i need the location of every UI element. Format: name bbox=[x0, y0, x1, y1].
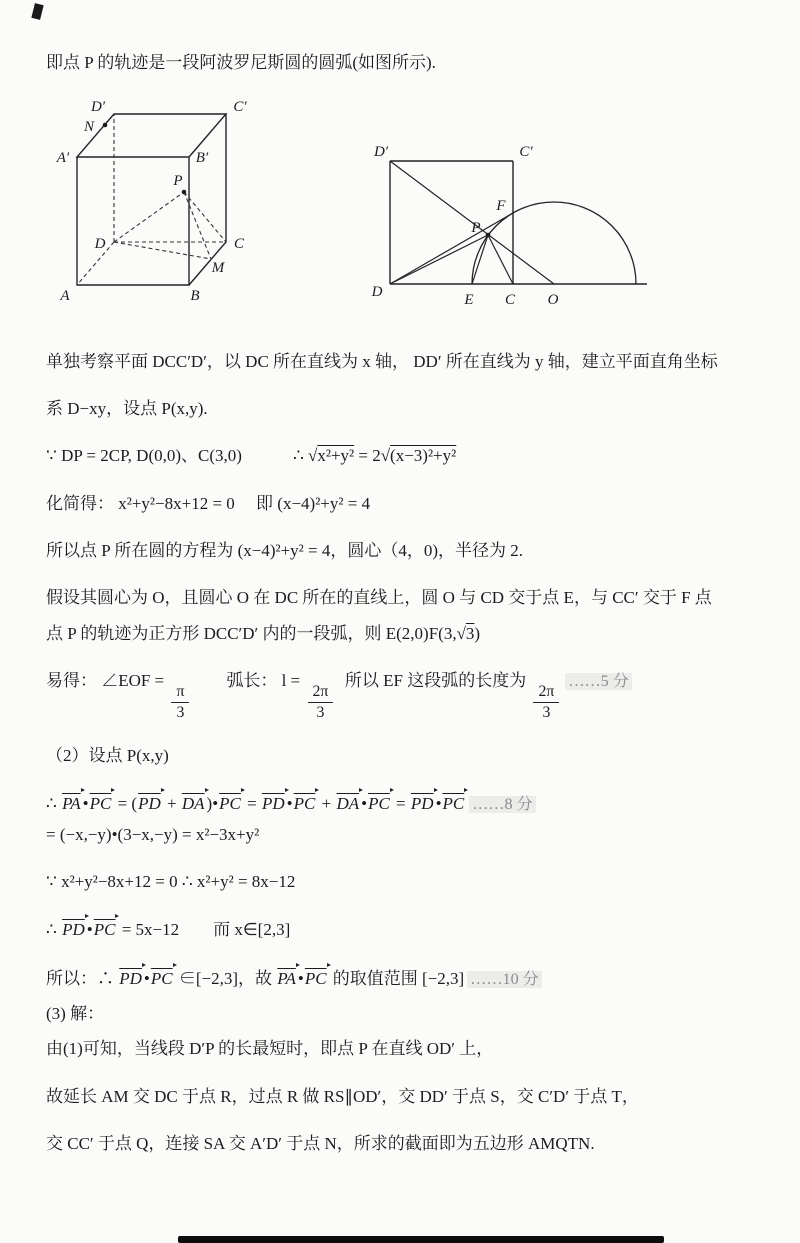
vector-DA: $\overline{DA}$ bbox=[181, 790, 207, 817]
vector-PC: $\overline{PC}$ bbox=[367, 790, 392, 817]
vector-PD: $\overline{PD}$ bbox=[410, 790, 436, 817]
text-run: • bbox=[286, 794, 293, 814]
cube-label-Dprime: D′ bbox=[90, 99, 106, 115]
text-run: ∴ bbox=[46, 920, 62, 940]
plane-label-D: D bbox=[371, 283, 383, 300]
text-run: • bbox=[86, 920, 93, 940]
text-run: + bbox=[317, 794, 336, 814]
radicand: 3 bbox=[465, 623, 475, 643]
cube-label-D: D bbox=[94, 235, 106, 252]
vector-PD: $\overline{PD}$ bbox=[261, 790, 287, 817]
solution-line-range-conclusion bbox=[46, 965, 756, 992]
vector-PC: $\overline{PC}$ bbox=[150, 965, 175, 992]
fraction bbox=[533, 683, 559, 722]
radicand: x²+y² bbox=[317, 446, 355, 466]
text-run: 化简得： x²+y²−8x+12 = 0 即 (x−4)²+y² = 4 bbox=[46, 493, 371, 513]
plane-figure bbox=[365, 134, 675, 314]
solution-line-setup-1 bbox=[46, 349, 756, 375]
vector-PD: $\overline{PD}$ bbox=[61, 916, 87, 943]
solution-line-simplify bbox=[46, 491, 756, 517]
text-run: 的取值范围 [−2,3] bbox=[328, 968, 465, 988]
text-run: ∈[−2,3]，故 bbox=[174, 968, 277, 988]
cube-label-Bprime: B′ bbox=[195, 149, 209, 166]
solution-line-substitute bbox=[46, 869, 756, 895]
plane-point-P bbox=[486, 232, 491, 237]
vector-PC: $\overline{PC}$ bbox=[218, 790, 243, 817]
text-run: 所以：∴ bbox=[46, 968, 119, 988]
text-run: • bbox=[297, 968, 304, 988]
text-run: 单独考察平面 DCC′D′，以 DC 所在直线为 x 轴， DD′ 所在直线为 y 轴，建立平面直角坐标 bbox=[46, 351, 718, 371]
vector-PD: $\overline{PD}$ bbox=[137, 790, 163, 817]
solution-line-apollonius-condition bbox=[46, 443, 756, 469]
cube-label-P: P bbox=[173, 172, 183, 189]
text-run: ∴ √ bbox=[241, 446, 318, 466]
text-run: + bbox=[162, 794, 181, 814]
vector-PC: $\overline{PC}$ bbox=[293, 790, 318, 817]
solution-line-dot-linear bbox=[46, 916, 756, 943]
scan-artifact-corner bbox=[31, 3, 43, 20]
fraction bbox=[171, 683, 189, 722]
fraction-denominator: 3 bbox=[176, 703, 185, 721]
solution-line-part3-line3 bbox=[46, 1131, 756, 1157]
solution-line-dot-expansion bbox=[46, 790, 756, 817]
plane-label-O: O bbox=[547, 291, 559, 308]
vector-PC: $\overline{PC}$ bbox=[304, 965, 329, 992]
fraction bbox=[308, 683, 334, 722]
plane-label-C: C bbox=[504, 291, 516, 308]
vector-PC: $\overline{PC}$ bbox=[442, 790, 467, 817]
vector-PC: $\overline{PC}$ bbox=[89, 790, 114, 817]
text-run: 易得： ∠EOF = bbox=[46, 670, 169, 690]
solution-line-arc-endpoints bbox=[46, 621, 756, 647]
fraction-denominator: 3 bbox=[542, 703, 551, 721]
solution-line-part3-line1 bbox=[46, 1036, 756, 1062]
text-run: ∵ x²+y²−8x+12 = 0 ∴ x²+y² = 8x−12 bbox=[46, 872, 296, 892]
cube-point-P bbox=[182, 189, 187, 194]
solution-line-part3-line2 bbox=[46, 1084, 756, 1110]
solution-line-center-setup bbox=[46, 585, 756, 611]
solution-line-part2-setup bbox=[46, 743, 756, 769]
text-run: 点 P 的轨迹为正方形 DCC′D′ 内的一段弧，则 E(2,0)F(3,√ bbox=[46, 623, 466, 643]
text-run: = 2√ bbox=[354, 446, 391, 466]
fraction-numerator: 2π bbox=[533, 683, 559, 703]
fraction-denominator: 3 bbox=[316, 703, 325, 721]
fraction-numerator: π bbox=[171, 683, 189, 703]
text-run: = bbox=[391, 794, 410, 814]
text-run: 由(1)可知，当线段 D′P 的长最短时，即点 P 在直线 OD′ 上， bbox=[46, 1039, 494, 1059]
cube-label-B: B bbox=[190, 287, 200, 304]
plane-label-E: E bbox=[464, 291, 474, 308]
plane-figure-wrap bbox=[365, 134, 675, 319]
text-run: (3) 解： bbox=[46, 1004, 105, 1024]
cube-label-Cprime: C′ bbox=[233, 99, 247, 115]
plane-label-P: P bbox=[471, 219, 481, 236]
vector-DA: $\overline{DA}$ bbox=[335, 790, 361, 817]
figure-row bbox=[52, 100, 756, 319]
text-run: = (−x,−y)•(3−x,−y) = x²−3x+y² bbox=[46, 824, 260, 844]
score-mark: ……8 分 bbox=[469, 796, 536, 813]
intro-text: 即点 P 的轨迹是一段阿波罗尼斯圆的圆弧(如图所示). bbox=[46, 53, 436, 72]
cube-label-A: A bbox=[60, 287, 70, 304]
text-run: 所以 EF 这段弧的长度为 bbox=[336, 670, 531, 690]
vector-PD: $\overline{PD}$ bbox=[118, 965, 144, 992]
solution-line-circle-equation bbox=[46, 538, 756, 564]
solution-body bbox=[46, 349, 756, 1158]
score-mark: ……5 分 bbox=[565, 673, 632, 690]
text-run: 假设其圆心为 O，且圆心 O 在 DC 所在的直线上，圆 O 与 CD 交于点 E，与 CC′ 交于 F 点 bbox=[46, 588, 712, 608]
text-run: )• bbox=[206, 794, 219, 814]
text-run: • bbox=[143, 968, 150, 988]
vector-PC: $\overline{PC}$ bbox=[93, 916, 118, 943]
text-run: • bbox=[82, 794, 89, 814]
plane-label-Cprime: C′ bbox=[519, 143, 533, 160]
solution-line-part3-header bbox=[46, 1001, 756, 1027]
text-run: = ( bbox=[113, 794, 138, 814]
scan-artifact-bottom bbox=[178, 1236, 664, 1243]
apollonius-arc bbox=[472, 202, 636, 284]
text-run: ∴ bbox=[46, 794, 62, 814]
cube-label-Aprime: A′ bbox=[56, 149, 70, 166]
cube-figure bbox=[52, 100, 257, 308]
cube-label-M: M bbox=[211, 259, 225, 276]
text-run: ∵ DP = 2CP, D(0,0)、C(3,0) bbox=[46, 446, 242, 466]
fraction-numerator: 2π bbox=[308, 683, 334, 703]
plane-label-F: F bbox=[496, 197, 506, 214]
text-run: 弧长： l = bbox=[192, 670, 305, 690]
text-run: = bbox=[242, 794, 261, 814]
vector-PA: $\overline{PA}$ bbox=[276, 965, 298, 992]
solution-line-dot-coordinates bbox=[46, 822, 756, 848]
score-mark: ……10 分 bbox=[467, 971, 542, 988]
text-run: • bbox=[435, 794, 442, 814]
text-run: 所以点 P 所在圆的方程为 (x−4)²+y² = 4，圆心（4，0)，半径为 2. bbox=[46, 540, 524, 560]
solution-line-arc-length bbox=[46, 668, 756, 722]
text-run: （2）设点 P(x,y) bbox=[46, 746, 169, 766]
cube-point-N bbox=[103, 122, 108, 127]
cube-labels bbox=[56, 100, 248, 304]
cube-label-N: N bbox=[83, 118, 95, 135]
text-run: 系 D−xy，设点 P(x,y). bbox=[46, 398, 208, 418]
cube-label-C: C bbox=[233, 235, 245, 252]
solution-line-setup-2 bbox=[46, 396, 756, 422]
text-run: 交 CC′ 于点 Q，连接 SA 交 A′D′ 于点 N，所求的截面即为五边形 AMQTN. bbox=[46, 1134, 595, 1154]
text-run: = 5x−12 而 x∈[2,3] bbox=[117, 920, 291, 940]
text-run: 故延长 AM 交 DC 于点 R，过点 R 做 RS∥OD′，交 DD′ 于点 S，交 C′D′ 于点 T， bbox=[46, 1086, 639, 1106]
text-run: ) bbox=[474, 623, 481, 643]
vector-PA: $\overline{PA}$ bbox=[61, 790, 83, 817]
text-run: • bbox=[361, 794, 368, 814]
plane-label-Dprime: D′ bbox=[373, 143, 389, 160]
radicand: (x−3)²+y² bbox=[390, 446, 457, 466]
